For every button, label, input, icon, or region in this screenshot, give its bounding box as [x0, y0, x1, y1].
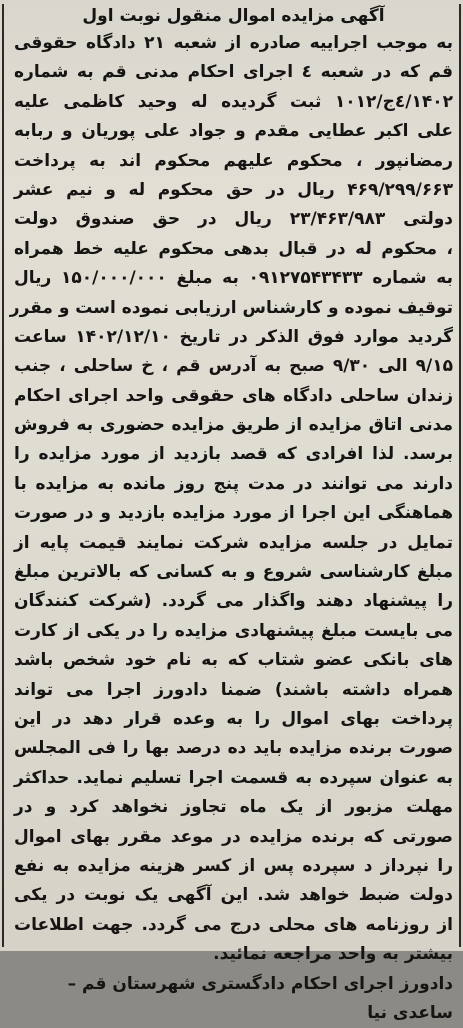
- notice-line: به عنوان سپرده به قسمت اجرا تسلیم نماید. حداکثر: [14, 764, 453, 793]
- notice-line: ۱۴۰۲/٤ج/۱۰۱۲ ثبت گردیده له وحید کاظمی علیه: [14, 88, 453, 117]
- notice-title: آگهی مزایده اموال منقول نوبت اول: [14, 4, 453, 29]
- notice-line: دولت ضبط خواهد شد. این آگهی یک نوبت در یکی: [14, 881, 453, 910]
- notice-line: ۴۶۹/۲۹۹/۶۶۳ ریال در حق محکوم له و نیم عشر: [14, 176, 453, 205]
- signature-line: ساعدی نیا: [14, 999, 453, 1028]
- notice-line: علی اکبر عطایی مقدم و جواد علی پوریان و ربابه: [14, 117, 453, 146]
- notice-line: به موجب اجراییه صادره از شعبه ۲۱ دادگاه حقوقی: [14, 29, 453, 58]
- notice-line: توقیف نموده و کارشناس ارزیابی نموده است و مقرر: [14, 294, 453, 323]
- notice-line: صورتی که برنده مزایده در موعد مقرر بهای اموال: [14, 823, 453, 852]
- notice-line: مهلت مزبور از یک ماه تجاوز نخواهد کرد و در: [14, 793, 453, 822]
- notice-line: رمضانپور ، محکوم علیهم محکوم اند به پرداخت: [14, 147, 453, 176]
- signature-line: دادورز اجرای احکام دادگستری شهرستان قم –: [14, 970, 453, 999]
- notice-line: صورت برنده مزایده باید ده درصد بها را فی المجلس: [14, 734, 453, 763]
- notice-line: مبلغ کارشناسی شروع و به کسانی که بالاترین مبلغ: [14, 558, 453, 587]
- notice-line: پرداخت بهای اموال را به وعده قرار دهد در این: [14, 705, 453, 734]
- auction-notice: [14, 4, 453, 1028]
- notice-line: از روزنامه های محلی درج می گردد. جهت اطلاعات: [14, 911, 453, 940]
- notice-line: دولتی ۲۳/۴۶۳/۹۸۳ ریال در حق صندوق دولت: [14, 205, 453, 234]
- notice-line: دارند می توانند در مدت پنج روز مانده به مزایده با: [14, 470, 453, 499]
- notice-line: ، محکوم له در قبال بدهی محکوم علیه خط همراه: [14, 235, 453, 264]
- notice-line: را نپرداز د سپرده پس از کسر هزینه مزایده به نفع: [14, 852, 453, 881]
- notice-signature: [14, 970, 453, 1028]
- notice-line: می بایست مبلغ پیشنهادی مزایده را در یکی از کارت: [14, 617, 453, 646]
- notice-line: برسد. لذا افرادی که قصد بازدید از مورد مزایده را: [14, 440, 453, 469]
- notice-line: همراه داشته باشند) ضمنا دادورز اجرا می تواند: [14, 676, 453, 705]
- notice-line: قم که در شعبه ٤ اجرای احکام مدنی قم به شماره: [14, 58, 453, 87]
- clipping-border-right: [459, 4, 461, 947]
- notice-line: هماهنگی این اجرا از مورد مزایده بازدید و در صورت: [14, 499, 453, 528]
- notice-line: مدنی اتاق مزایده از طریق مزایده حضوری به فروش: [14, 411, 453, 440]
- notice-line: ۹/۱۵ الی ۹/۳۰ صبح به آدرس قم ، خ ساحلی ، جنب: [14, 352, 453, 381]
- notice-line: تمایل در جلسه مزایده شرکت نمایند قیمت پایه از: [14, 529, 453, 558]
- notice-line: زندان ساحلی دادگاه های حقوقی واحد اجرای احکام: [14, 382, 453, 411]
- notice-line: را پیشنهاد دهند واگذار می گردد. (شرکت کنندگان: [14, 587, 453, 616]
- notice-line: به شماره ۰۹۱۲۷۵۴۳۴۳۳ به مبلغ ۱۵۰/۰۰۰/۰۰۰ ریال: [14, 264, 453, 293]
- notice-line: بیشتر به واحد مراجعه نمائید.: [14, 940, 453, 969]
- clipping-border-left: [2, 4, 4, 947]
- notice-line: گردید موارد فوق الذکر در تاریخ ۱۴۰۲/۱۲/۱۰ ساعت: [14, 323, 453, 352]
- notice-body: [14, 29, 453, 970]
- notice-line: های بانکی عضو شتاب که به نام خود شخص باشد: [14, 646, 453, 675]
